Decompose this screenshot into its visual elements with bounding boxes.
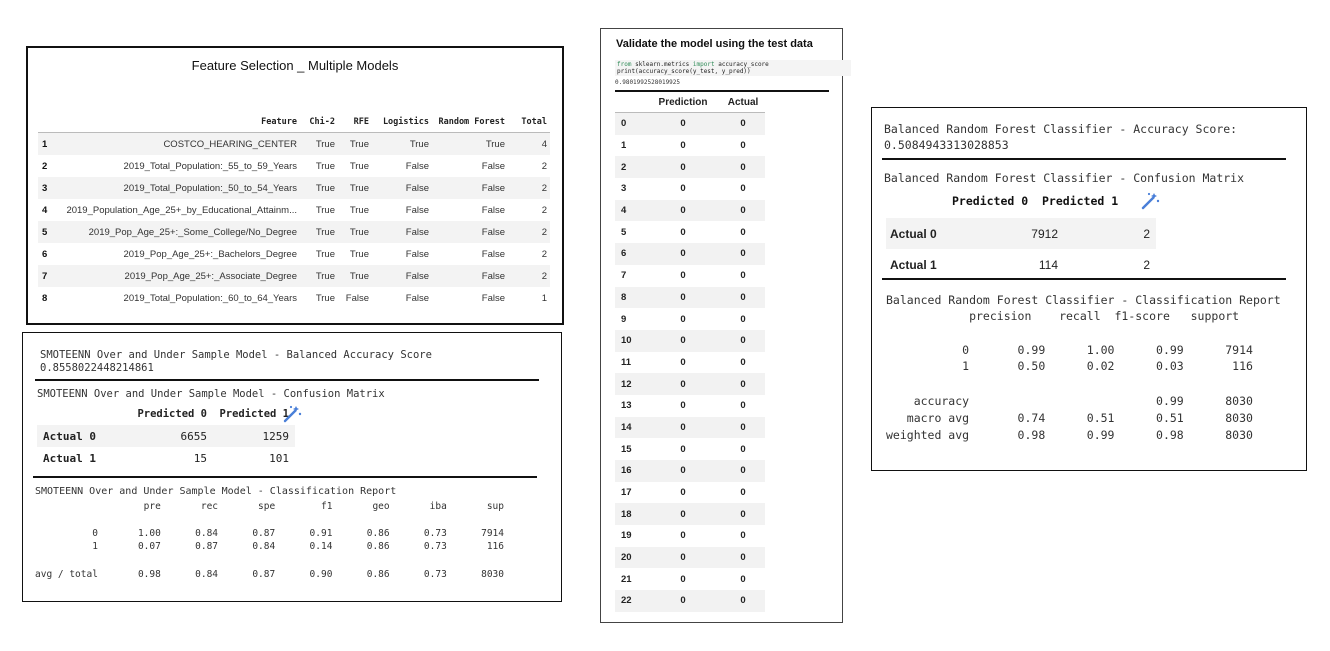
cm-cell: 1259 <box>213 425 295 447</box>
row-index: 9 <box>621 313 627 325</box>
row-index: 2 <box>42 160 48 172</box>
table-cell: False <box>432 177 508 199</box>
table-cell: 0 <box>721 417 765 439</box>
brf-confusion-matrix <box>886 218 1156 280</box>
table-row <box>615 113 765 135</box>
brf-score-title: Balanced Random Forest Classifier - Accuracy Score: <box>884 122 1238 136</box>
feature-selection-title: Feature Selection _ Multiple Models <box>191 58 399 73</box>
table-row <box>615 590 765 612</box>
table-cell: 0 <box>645 460 721 482</box>
table-cell: 0 <box>645 547 721 569</box>
table-cell: 0 <box>740 356 746 368</box>
validation-title: Validate the model using the test data <box>616 38 813 50</box>
cm-cell: 101 <box>269 451 289 465</box>
table-row <box>615 438 765 460</box>
table-cell: 2019_Total_Population:_60_to_64_Years <box>123 292 297 304</box>
prediction-table <box>615 92 765 612</box>
row-index: 6 <box>42 248 48 260</box>
table-cell: 0 <box>721 590 765 612</box>
feature-selection-panel <box>26 46 564 325</box>
row-index: 3 <box>38 177 56 199</box>
table-cell: 0 <box>680 313 686 325</box>
row-index: 5 <box>621 226 627 238</box>
row-index: 22 <box>615 590 645 612</box>
table-row <box>38 265 550 287</box>
table-cell: 2019_Total_Population:_55_to_59_Years <box>123 160 297 172</box>
table-row <box>615 395 765 417</box>
table-row <box>37 425 295 447</box>
table-cell: 0 <box>645 113 721 135</box>
feature-selection-table <box>38 112 550 309</box>
table-row <box>615 287 765 309</box>
row-index: 1 <box>38 133 56 156</box>
row-index: 1 <box>621 140 627 152</box>
table-cell: True <box>372 133 432 156</box>
table-row <box>615 525 765 547</box>
table-cell: 0 <box>680 140 686 152</box>
table-row <box>615 460 765 482</box>
table-row <box>615 200 765 222</box>
row-index: 13 <box>621 400 632 412</box>
table-cell: False <box>372 265 432 287</box>
smoteenn-report-line: 0 1.00 0.84 0.87 0.91 0.86 0.73 7914 <box>35 528 504 539</box>
table-cell: 0 <box>721 243 765 265</box>
code-function: accuracy_score <box>718 61 769 68</box>
table-cell: 1 <box>541 292 547 304</box>
table-cell: 2 <box>508 221 550 243</box>
code-keyword: from <box>617 61 632 68</box>
table-cell: False <box>481 248 505 260</box>
table-cell: False <box>481 292 505 304</box>
row-index: 4 <box>42 204 48 216</box>
table-cell: 0 <box>680 487 686 499</box>
code-line: print(accuracy_score(y_test, y_pred)) <box>617 68 751 75</box>
table-row <box>615 135 765 157</box>
table-cell: 0 <box>740 487 746 499</box>
table-cell: 0 <box>645 243 721 265</box>
column-header <box>38 112 56 133</box>
table-cell: 2019_Pop_Age_25+:_Associate_Degree <box>56 265 300 287</box>
table-row <box>615 221 765 243</box>
table-cell: False <box>405 292 429 304</box>
column-header: Random Forest <box>432 112 508 133</box>
cm-row-label: Actual 0 <box>886 218 974 249</box>
table-cell: 0 <box>680 356 686 368</box>
table-cell: 2019_Total_Population:_50_to_54_Years <box>56 177 300 199</box>
cm-row-label: Actual 0 <box>37 425 131 447</box>
table-row <box>38 243 550 265</box>
column-header <box>615 92 645 113</box>
table-row <box>615 547 765 569</box>
code-cell[interactable] <box>615 60 851 76</box>
code-keyword: import <box>692 61 715 68</box>
validation-panel <box>600 28 843 623</box>
table-row <box>615 568 765 590</box>
table-row <box>886 218 1156 249</box>
table-cell: 0 <box>645 330 721 352</box>
table-row <box>38 199 550 221</box>
column-header: Logistics <box>372 112 432 133</box>
table-cell: True <box>315 204 335 216</box>
column-header: Actual <box>721 92 765 113</box>
cm-header-predicted-0: Predicted 0 <box>137 408 207 420</box>
cm-cell: 114 <box>1038 257 1058 272</box>
table-row <box>615 265 765 287</box>
table-cell: 0 <box>645 590 721 612</box>
table-cell: True <box>338 177 372 199</box>
table-cell: 0 <box>721 503 765 525</box>
table-row <box>37 447 295 469</box>
magic-wand-icon[interactable] <box>281 403 303 425</box>
table-cell: True <box>349 204 369 216</box>
table-cell: False <box>345 292 369 304</box>
table-row <box>615 482 765 504</box>
table-cell: 0 <box>721 200 765 222</box>
table-cell: 0 <box>721 460 765 482</box>
table-cell: True <box>315 160 335 172</box>
row-index: 19 <box>621 530 632 542</box>
smoteenn-report-title: SMOTEENN Over and Under Sample Model - Classification Report <box>35 486 397 497</box>
table-cell: 2019_Pop_Age_25+:_Bachelors_Degree <box>123 248 297 260</box>
table-row <box>615 417 765 439</box>
table-cell: 0 <box>645 200 721 222</box>
table-cell: 0 <box>721 547 765 569</box>
table-cell: 0 <box>645 373 721 395</box>
table-cell: 0 <box>721 330 765 352</box>
divider <box>35 379 539 381</box>
row-index: 7 <box>38 265 56 287</box>
divider <box>882 158 1286 160</box>
table-cell: True <box>315 292 335 304</box>
table-cell: 2019_Population_Age_25+_by_Educational_Attainm... <box>66 204 297 216</box>
table-cell: True <box>300 133 338 156</box>
cm-cell: 2 <box>1064 218 1156 249</box>
magic-wand-icon[interactable] <box>1139 190 1161 212</box>
table-row <box>886 249 1156 280</box>
brf-cm-header: Predicted 0 Predicted 1 <box>952 194 1119 208</box>
table-row <box>615 243 765 265</box>
row-index: 5 <box>38 221 56 243</box>
table-row <box>615 373 765 395</box>
table-row <box>38 287 550 309</box>
table-cell: 0 <box>740 573 746 585</box>
column-header: Chi-2 <box>300 112 338 133</box>
table-cell: True <box>300 265 338 287</box>
table-row <box>38 133 550 156</box>
table-row <box>38 221 550 243</box>
cm-cell: 7912 <box>974 218 1064 249</box>
table-cell: False <box>481 204 505 216</box>
cm-header-predicted-1: Predicted 1 <box>219 408 289 420</box>
table-cell: 0 <box>645 417 721 439</box>
row-index: 20 <box>615 547 645 569</box>
brf-report-line: 0 0.99 1.00 0.99 7914 <box>886 343 1253 357</box>
brf-report-line: macro avg 0.74 0.51 0.51 8030 <box>886 411 1253 425</box>
brf-report-line: weighted avg 0.98 0.99 0.98 8030 <box>886 428 1253 442</box>
cm-row-label: Actual 1 <box>43 451 96 465</box>
brf-score-value: 0.5084943313028853 <box>884 138 1009 152</box>
table-row <box>615 308 765 330</box>
table-cell: False <box>405 204 429 216</box>
row-index: 10 <box>615 330 645 352</box>
table-cell: True <box>349 248 369 260</box>
balanced-rf-panel <box>871 107 1307 471</box>
row-index: 12 <box>615 373 645 395</box>
smoteenn-report-header: pre rec spe f1 geo iba sup <box>35 501 504 512</box>
table-cell: 0 <box>645 503 721 525</box>
smoteenn-panel <box>22 332 562 602</box>
table-cell: False <box>372 221 432 243</box>
table-cell: 0 <box>680 573 686 585</box>
table-cell: 0 <box>680 400 686 412</box>
table-cell: 0 <box>740 313 746 325</box>
table-cell: 2 <box>541 204 547 216</box>
table-cell: True <box>315 248 335 260</box>
table-cell: 0 <box>721 156 765 178</box>
table-cell: True <box>300 221 338 243</box>
table-cell: 0 <box>680 270 686 282</box>
table-cell: 0 <box>645 287 721 309</box>
smoteenn-confusion-matrix <box>37 403 295 469</box>
table-cell: 0 <box>680 443 686 455</box>
brf-report-header: precision recall f1-score support <box>886 309 1240 323</box>
table-cell: 2 <box>508 177 550 199</box>
table-cell: False <box>405 160 429 172</box>
table-cell: True <box>338 265 372 287</box>
table-cell: False <box>432 221 508 243</box>
cm-row-label: Actual 1 <box>890 257 937 272</box>
code-output: 0.9801992528019925 <box>615 79 681 86</box>
column-header: RFE <box>338 112 372 133</box>
table-row <box>38 155 550 177</box>
cm-cell: 2 <box>1143 257 1150 272</box>
divider <box>882 278 1286 280</box>
table-cell: COSTCO_HEARING_CENTER <box>56 133 300 156</box>
row-index: 21 <box>621 573 632 585</box>
row-index: 8 <box>615 287 645 309</box>
table-cell: True <box>338 133 372 156</box>
table-cell: 0 <box>740 183 746 195</box>
smoteenn-score-title: SMOTEENN Over and Under Sample Model - Balanced Accuracy Score <box>40 349 432 361</box>
table-cell: 2 <box>541 160 547 172</box>
row-index: 16 <box>615 460 645 482</box>
table-cell: 0 <box>721 373 765 395</box>
table-cell: False <box>372 177 432 199</box>
divider <box>33 476 537 478</box>
table-cell: False <box>481 160 505 172</box>
smoteenn-cm-title: SMOTEENN Over and Under Sample Model - Confusion Matrix <box>37 388 385 400</box>
code-module: sklearn.metrics <box>635 61 690 68</box>
table-cell: 0 <box>740 226 746 238</box>
table-header-row <box>615 92 765 113</box>
column-header: Feature <box>56 112 300 133</box>
table-row <box>615 503 765 525</box>
table-cell: 0 <box>740 530 746 542</box>
brf-cm-title: Balanced Random Forest Classifier - Confusion Matrix <box>884 171 1245 185</box>
row-index: 8 <box>42 292 48 304</box>
row-index: 7 <box>621 270 627 282</box>
table-cell: False <box>432 265 508 287</box>
row-index: 18 <box>615 503 645 525</box>
table-row <box>615 352 765 374</box>
row-index: 0 <box>615 113 645 135</box>
table-cell: False <box>405 248 429 260</box>
table-header-row <box>38 112 550 133</box>
table-cell: 0 <box>645 156 721 178</box>
brf-report-title: Balanced Random Forest Classifier - Classification Report <box>886 293 1281 307</box>
row-index: 17 <box>621 487 632 499</box>
table-row <box>615 330 765 352</box>
smoteenn-report-line: 1 0.07 0.87 0.84 0.14 0.86 0.73 116 <box>35 541 504 552</box>
row-index: 3 <box>621 183 627 195</box>
brf-report-line: 1 0.50 0.02 0.03 116 <box>886 359 1253 373</box>
table-cell: True <box>349 160 369 172</box>
table-cell: 0 <box>721 113 765 135</box>
table-row <box>615 156 765 178</box>
table-cell: 0 <box>680 183 686 195</box>
cm-cell: 6655 <box>131 425 213 447</box>
row-index: 14 <box>615 417 645 439</box>
table-cell: 0 <box>740 270 746 282</box>
table-cell: True <box>300 177 338 199</box>
table-cell: 0 <box>740 400 746 412</box>
table-cell: 2 <box>541 248 547 260</box>
cm-cell: 15 <box>193 451 207 465</box>
column-header: Prediction <box>645 92 721 113</box>
table-row <box>38 177 550 199</box>
row-index: 11 <box>621 356 632 368</box>
table-cell: 0 <box>740 140 746 152</box>
table-cell: 2 <box>508 265 550 287</box>
table-cell: 0 <box>740 443 746 455</box>
table-cell: 0 <box>680 226 686 238</box>
table-row <box>615 178 765 200</box>
row-index: 6 <box>615 243 645 265</box>
table-cell: True <box>432 133 508 156</box>
smoteenn-score-value: 0.8558022448214861 <box>40 362 154 374</box>
row-index: 2 <box>615 156 645 178</box>
table-cell: 4 <box>508 133 550 156</box>
table-cell: 0 <box>680 530 686 542</box>
row-index: 15 <box>621 443 632 455</box>
table-cell: 2019_Pop_Age_25+:_Some_College/No_Degree <box>56 221 300 243</box>
table-cell: True <box>338 221 372 243</box>
column-header: Total <box>508 112 550 133</box>
row-index: 4 <box>615 200 645 222</box>
brf-report-line: accuracy 0.99 8030 <box>886 394 1253 408</box>
table-cell: 0 <box>721 287 765 309</box>
smoteenn-report-line: avg / total 0.98 0.84 0.87 0.90 0.86 0.73 8030 <box>35 569 504 580</box>
